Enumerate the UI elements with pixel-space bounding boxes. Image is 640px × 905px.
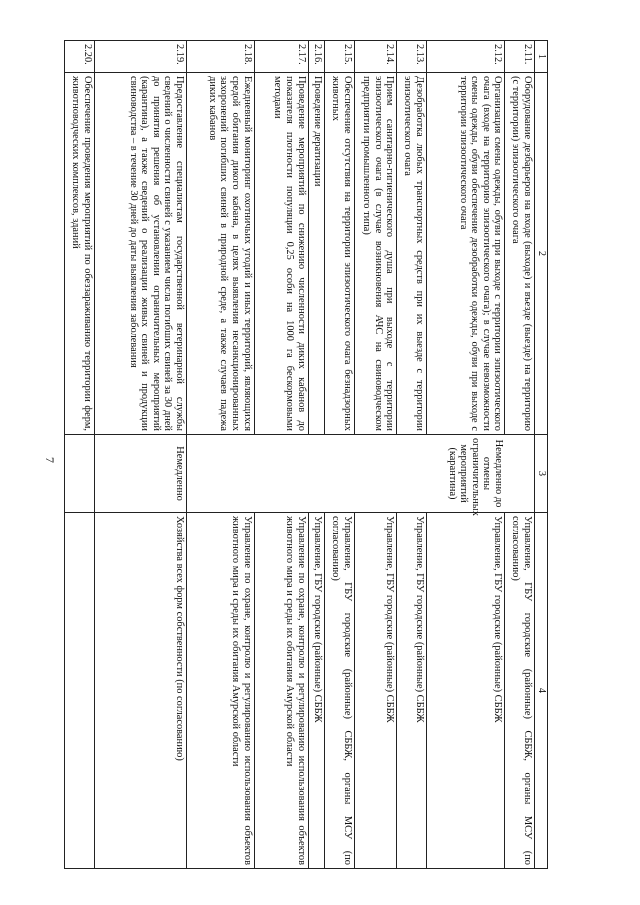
measure-cell: Прием санитарно-гигиенического душа при выходе с территории эпизоотического очага (в случае возникновения АЧС на свиноводческом предприятии промышленного типа) bbox=[354, 73, 397, 435]
header-cell: 4 bbox=[535, 513, 548, 869]
header-cell: 1 bbox=[535, 41, 548, 73]
measure-cell: Проведение мероприятий по снижению численности диких кабанов до показателя плотности популяции 0,25 особи на 1000 га бескормовыми методами bbox=[254, 73, 308, 435]
table-row bbox=[354, 41, 397, 869]
measure-cell: Организация смены одежды, обуви при выходе с территории эпизоотического очага (входе на территорию эпизоотического очага); в случае невозможности смены одежды, обуви обеспечение дезобработки одежды, обуви при выходе с территории эпизоотического очага bbox=[426, 73, 505, 435]
responsible-cell: Управление, ГБУ городские (районные) СББЖ, органы МСУ (по согласованию) bbox=[505, 513, 535, 869]
header-cell: 3 bbox=[535, 435, 548, 513]
measure-cell: Дезобработка любых транспортных средств при их выезде с территории эпизоотического очага bbox=[397, 73, 427, 435]
table-row bbox=[94, 41, 186, 869]
measure-cell: Предоставление специалистам государственной ветеринарной службы сведений о численности свиней с указанием числа погибших свиней за 30 дней до принятия решения об установлении ограничительных мероприятий (карантина), а также сведений о реализации живых свиней и продукции свиноводства – в течение 30 дней до даты выявления заболевания bbox=[94, 73, 186, 435]
header-row bbox=[535, 41, 548, 869]
term-cell bbox=[186, 435, 254, 513]
measure-cell: Ежедневный мониторинг охотничьих угодий и иных территорий, являющихся средой обитания дикого кабана, в целях выявления несанкционированных захоронений погибших свиней в природной среде, а также случаев падежа диких кабанов bbox=[186, 73, 254, 435]
row-number: 2.13. bbox=[397, 41, 427, 73]
table-row bbox=[397, 41, 427, 869]
row-number: 2.20. bbox=[65, 41, 95, 73]
row-number: 2.12. bbox=[426, 41, 505, 73]
measures-table bbox=[64, 40, 548, 869]
row-number: 2.11. bbox=[505, 41, 535, 73]
term-cell bbox=[325, 435, 355, 513]
responsible-cell: Управление, ГБУ городские (районные) СББЖ bbox=[426, 513, 505, 869]
responsible-cell bbox=[65, 513, 95, 869]
responsible-cell: Управление по охране, контролю и регулированию использования объектов животного мира и среды их обитания Амурской области bbox=[254, 513, 308, 869]
row-number: 2.16. bbox=[308, 41, 324, 73]
row-number: 2.14. bbox=[354, 41, 397, 73]
term-cell bbox=[308, 435, 324, 513]
term-cell bbox=[354, 435, 397, 513]
responsible-cell: Управление, ГБУ городские (районные) СББЖ bbox=[308, 513, 324, 869]
term-cell: Немедленно bbox=[94, 435, 186, 513]
measure-cell: Обеспечение отсутствия на территории эпизоотического очага безнадзорных животных bbox=[325, 73, 355, 435]
responsible-cell: Управление по охране, контролю и регулированию использования объектов животного мира и среды их обитания Амурской области bbox=[186, 513, 254, 869]
term-cell bbox=[254, 435, 308, 513]
measure-cell: Проведение дератизации bbox=[308, 73, 324, 435]
responsible-cell: Управление, ГБУ городские (районные) СББЖ bbox=[397, 513, 427, 869]
responsible-cell: Хозяйства всех форм собственности (по согласованию) bbox=[94, 513, 186, 869]
row-number: 2.19. bbox=[94, 41, 186, 73]
rotated-table-block bbox=[64, 40, 548, 868]
row-number: 2.18. bbox=[186, 41, 254, 73]
measure-cell: Оборудование дезбарьеров на входе (выходе) и въезде (выезде) на территорию (с территории) эпизоотического очага bbox=[505, 73, 535, 435]
term-cell bbox=[505, 435, 535, 513]
table-row bbox=[308, 41, 324, 869]
table-row bbox=[186, 41, 254, 869]
page-number: 7 bbox=[43, 457, 57, 463]
responsible-cell: Управление, ГБУ городские (районные) СББЖ, органы МСУ (по согласованию) bbox=[325, 513, 355, 869]
row-number: 2.17. bbox=[254, 41, 308, 73]
measure-cell: Обеспечение проведения мероприятий по обеззараживанию территории ферм, животноводческих комплексов, зданий bbox=[65, 73, 95, 435]
row-number: 2.15. bbox=[325, 41, 355, 73]
term-cell bbox=[65, 435, 95, 513]
table-row bbox=[254, 41, 308, 869]
table-row bbox=[325, 41, 355, 869]
term-cell: Немедленно до отмены ограничительных мероприятий (карантина) bbox=[426, 435, 505, 513]
responsible-cell: Управление, ГБУ городские (районные) СББЖ bbox=[354, 513, 397, 869]
table-row bbox=[65, 41, 95, 869]
term-cell bbox=[397, 435, 427, 513]
table-row bbox=[505, 41, 535, 869]
table-row bbox=[426, 41, 505, 869]
header-cell: 2 bbox=[535, 73, 548, 435]
